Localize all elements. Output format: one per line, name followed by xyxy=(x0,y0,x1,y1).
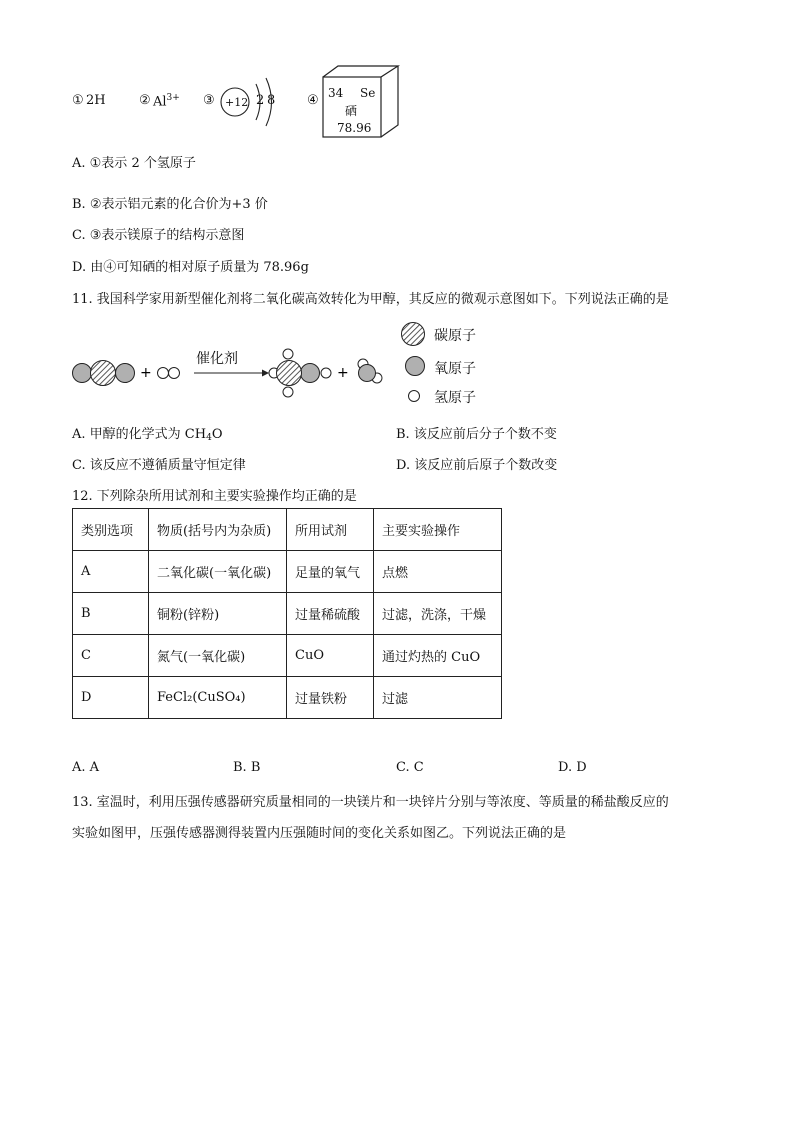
legend-oxygen-label: 氧原子 xyxy=(434,361,476,377)
table-cell: 足量的氧气 xyxy=(287,551,374,593)
table-header-cell: 物质(括号内为杂质) xyxy=(149,509,287,551)
table-cell: 过量稀硫酸 xyxy=(287,593,374,635)
legend-carbon-icon xyxy=(400,321,426,347)
table-cell: C xyxy=(73,635,149,677)
water-oxygen-atom xyxy=(359,365,376,382)
q13-stem-line-1: 13. 室温时，利用压强传感器研究质量相同的一块镁片和一块锌片分别与等浓度、等质量的稀盐酸反应的 xyxy=(72,795,669,810)
table-cell: 通过灼热的 CuO xyxy=(374,635,502,677)
element-name: 硒 xyxy=(345,104,358,118)
h2-hydrogen-atom xyxy=(169,368,180,379)
table-cell: B xyxy=(73,593,149,635)
q11-option-a-subscript: 4 xyxy=(206,433,212,443)
table-header-cell: 所用试剂 xyxy=(287,509,374,551)
item-2-label: ② xyxy=(139,93,151,108)
table-row xyxy=(73,677,502,719)
q10-option-c: C. ③表示镁原子的结构示意图 xyxy=(72,228,245,243)
q10-option-a: A. ①表示 2 个氢原子 xyxy=(72,156,196,171)
methanol-carbon-atom xyxy=(277,361,302,386)
q11-option-a xyxy=(72,423,222,443)
table-header-cell: 类别选项 xyxy=(73,509,149,551)
methanol-hydrogen-atom xyxy=(321,368,331,378)
table-header-row xyxy=(73,509,502,551)
q12-stem: 12. 下列除杂所用试剂和主要实验操作均正确的是 xyxy=(72,489,357,504)
q12-answer-c: C. C xyxy=(396,760,424,775)
q10-option-b: B. ②表示铝元素的化合价为+3 价 xyxy=(72,197,268,212)
shell-1-electrons: 2 xyxy=(256,93,265,108)
element-symbol: Se xyxy=(360,86,376,100)
q11-option-a-text: A. 甲醇的化学式为 CH xyxy=(72,427,207,442)
atomic-mass: 78.96 xyxy=(337,121,372,135)
q12-answer-d: D. D xyxy=(558,760,587,775)
methanol-oxygen-atom xyxy=(301,364,320,383)
plus-sign: + xyxy=(337,365,349,381)
table-cell: 铜粉(锌粉) xyxy=(149,593,287,635)
co2-oxygen-atom xyxy=(116,364,135,383)
methanol-hydrogen-atom xyxy=(283,387,293,397)
co2-carbon-atom xyxy=(91,361,116,386)
legend-hydrogen-icon xyxy=(407,389,421,403)
table-row xyxy=(73,593,502,635)
nucleus-charge: +12 xyxy=(225,96,249,109)
table-cell: D xyxy=(73,677,149,719)
shell-2-electrons: 8 xyxy=(267,93,276,108)
purification-table xyxy=(72,508,502,719)
reaction-arrow-head xyxy=(262,370,269,377)
table-cell: A xyxy=(73,551,149,593)
q11-stem: 11. 我国科学家用新型催化剂将二氧化碳高效转化为甲醇，其反应的微观示意图如下。下列说法正确的是 xyxy=(72,292,669,307)
table-cell: 过滤，洗涤，干燥 xyxy=(374,593,502,635)
table-cell: FeCl₂(CuSO₄) xyxy=(149,677,287,719)
table-cell: 过滤 xyxy=(374,677,502,719)
item-1-label: ① xyxy=(72,93,84,108)
q12-answer-a: A. A xyxy=(72,760,100,775)
item-1-formula: 2H xyxy=(86,93,106,108)
atomic-number: 34 xyxy=(328,86,344,100)
plus-sign: + xyxy=(140,365,152,381)
q11-option-a-tail: O xyxy=(211,427,223,442)
q12-answer-b: B. B xyxy=(233,760,261,775)
table-header-cell: 主要实验操作 xyxy=(374,509,502,551)
table-cell: CuO xyxy=(287,635,374,677)
table-row xyxy=(73,551,502,593)
h2-hydrogen-atom xyxy=(158,368,169,379)
q11-option-d: D. 该反应前后原子个数改变 xyxy=(396,458,558,473)
legend-oxygen-icon xyxy=(404,355,426,377)
table-cell: 过量铁粉 xyxy=(287,677,374,719)
legend-hydrogen-label: 氢原子 xyxy=(434,390,476,406)
legend-carbon-label: 碳原子 xyxy=(434,328,476,344)
table-cell: 氮气(一氧化碳) xyxy=(149,635,287,677)
aluminum-symbol: Al xyxy=(153,94,167,110)
q11-option-b: B. 该反应前后分子个数不变 xyxy=(396,427,557,442)
item-3-label: ③ xyxy=(203,93,215,108)
table-row xyxy=(73,635,502,677)
item-4-label: ④ xyxy=(307,93,319,108)
aluminum-charge: 3+ xyxy=(166,93,180,103)
q10-option-d: D. 由④可知硒的相对原子质量为 78.96g xyxy=(72,260,309,275)
table-cell: 点燃 xyxy=(374,551,502,593)
item-2-formula xyxy=(153,93,180,109)
methanol-hydrogen-atom xyxy=(283,349,293,359)
co2-oxygen-atom xyxy=(73,364,92,383)
table-cell: 二氧化碳(一氧化碳) xyxy=(149,551,287,593)
catalyst-label: 催化剂 xyxy=(196,351,238,367)
q11-option-c: C. 该反应不遵循质量守恒定律 xyxy=(72,458,246,473)
q13-stem-line-2: 实验如图甲，压强传感器测得装置内压强随时间的变化关系如图乙。下列说法正确的是 xyxy=(72,826,567,841)
